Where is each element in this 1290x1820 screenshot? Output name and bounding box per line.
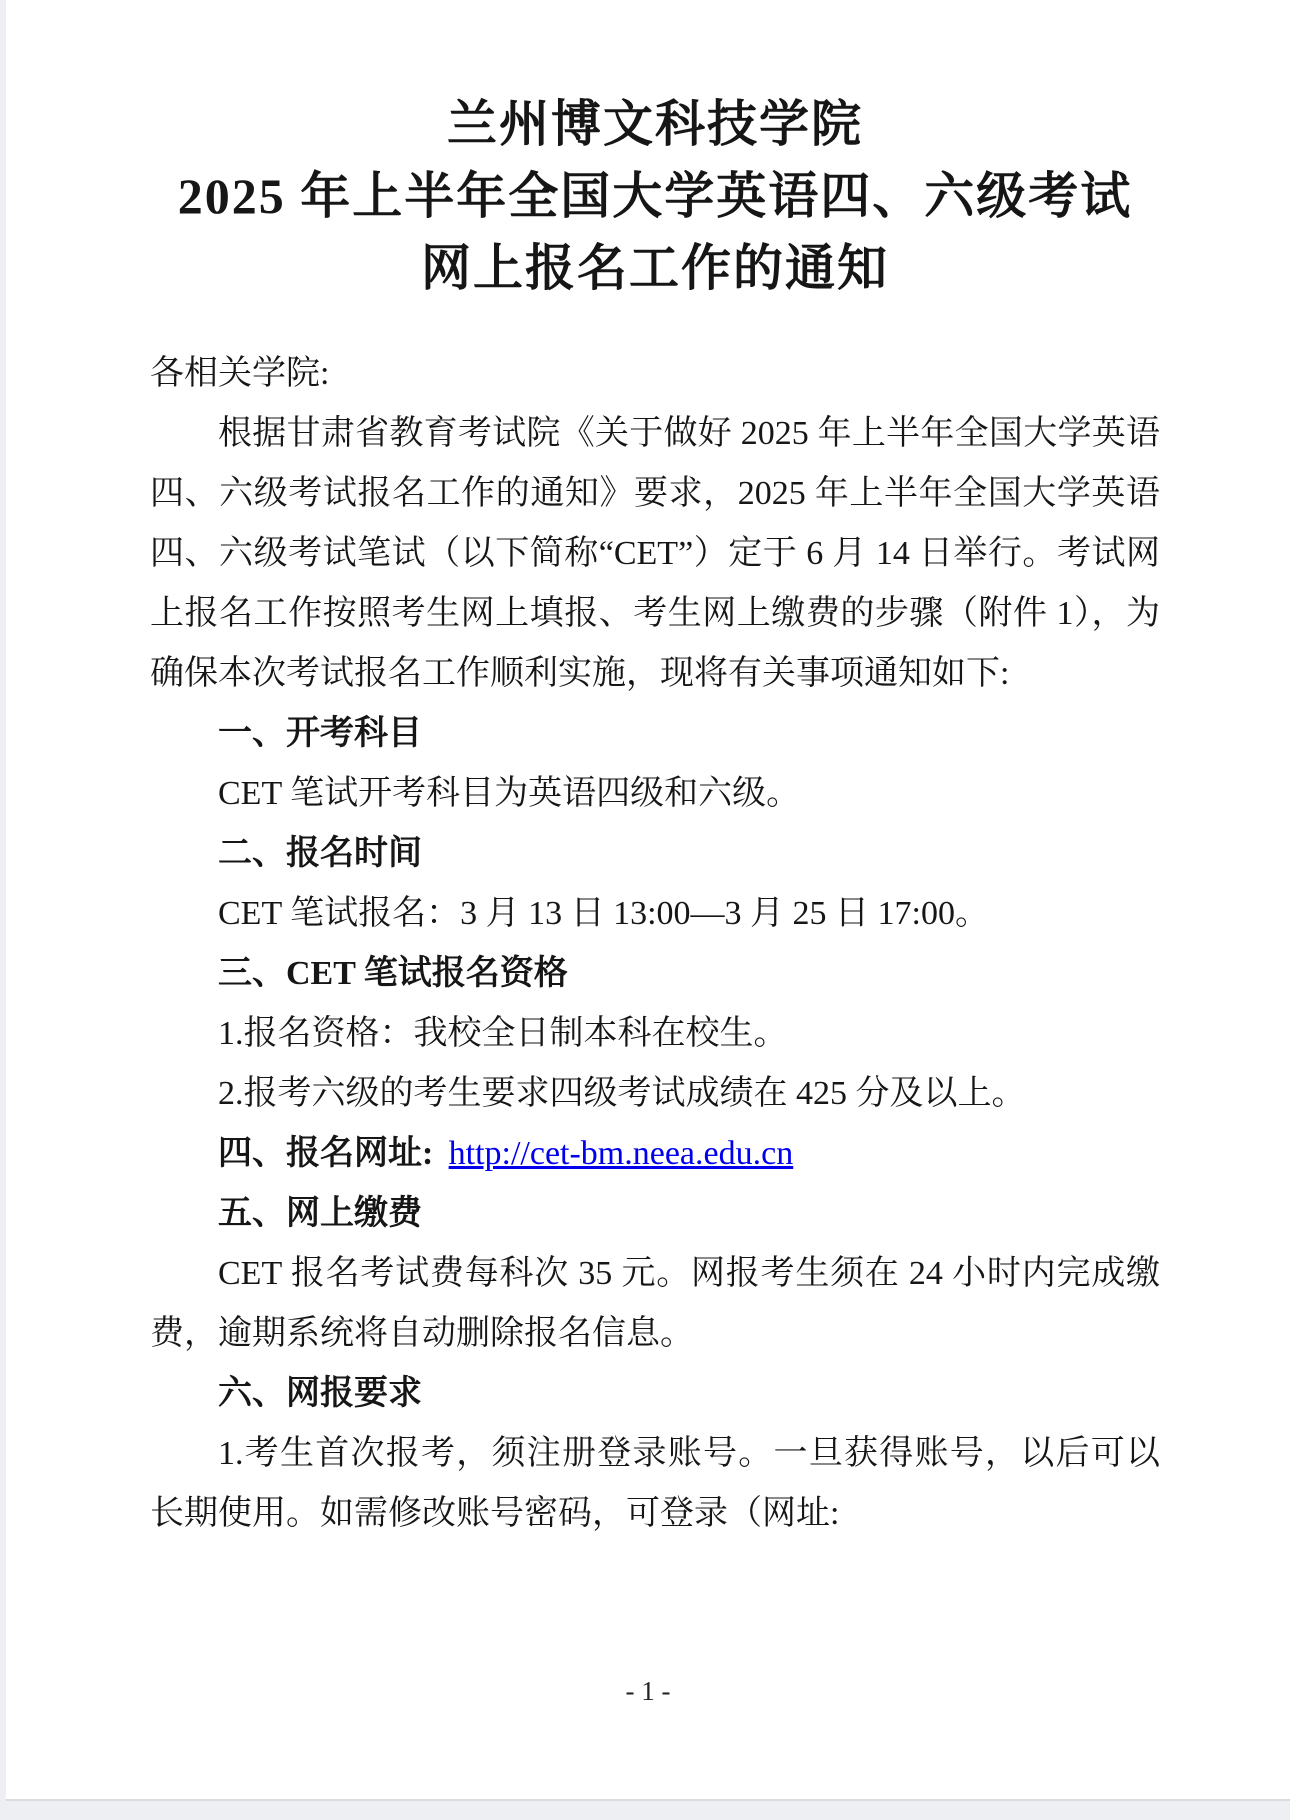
document-content [6, 0, 1290, 1544]
section-4-line [150, 1124, 1160, 1184]
title-line-2: 2025 年上半年全国大学英语四、六级考试 [177, 168, 1133, 224]
section-2-paragraph-1: CET 笔试报名：3 月 13 日 13:00—3 月 25 日 17:00。 [218, 895, 989, 932]
title-line-3: 网上报名工作的通知 [421, 240, 889, 296]
document-page [6, 0, 1290, 1801]
intro-paragraph: 根据甘肃省教育考试院《关于做好 2025 年上半年全国大学英语四、六级考试报名工作的通知》要求，2025 年上半年全国大学英语四、六级考试笔试（以下简称“CET”）定于 6 月 14 日举行。考试网上报名工作按照考生网上填报、考生网上缴费的步骤（附件 1），为确保本次考试报名工作顺利实施，现将有关事项通知如下: [150, 415, 1160, 692]
document-title [150, 88, 1160, 304]
section-6-paragraph-1: 1.考生首次报考，须注册登录账号。一旦获得账号，以后可以长期使用。如需修改账号密码，可登录（网址: [150, 1435, 1160, 1532]
page-number: - 1 - [625, 1676, 671, 1706]
section-6-heading: 六、网报要求 [218, 1375, 422, 1412]
document-body [150, 344, 1160, 1544]
section-2-heading: 二、报名时间 [218, 835, 422, 872]
section-5-heading: 五、网上缴费 [218, 1195, 422, 1232]
section-3-paragraph-2: 2.报考六级的考生要求四级考试成绩在 425 分及以上。 [218, 1075, 1026, 1112]
section-3-heading: 三、CET 笔试报名资格 [218, 955, 568, 992]
title-line-1: 兰州博文科技学院 [447, 96, 863, 152]
section-1-heading: 一、开考科目 [218, 715, 422, 752]
salutation: 各相关学院: [150, 355, 330, 392]
registration-url-link[interactable]: http://cet-bm.neea.edu.cn [448, 1135, 794, 1172]
section-1-paragraph-1: CET 笔试开考科目为英语四级和六级。 [218, 775, 801, 812]
section-4-heading: 四、报名网址: [218, 1135, 434, 1172]
section-3-paragraph-1: 1.报名资格：我校全日制本科在校生。 [218, 1015, 788, 1052]
section-5-paragraph-1: CET 报名考试费每科次 35 元。网报考生须在 24 小时内完成缴费，逾期系统将自动删除报名信息。 [150, 1255, 1160, 1352]
